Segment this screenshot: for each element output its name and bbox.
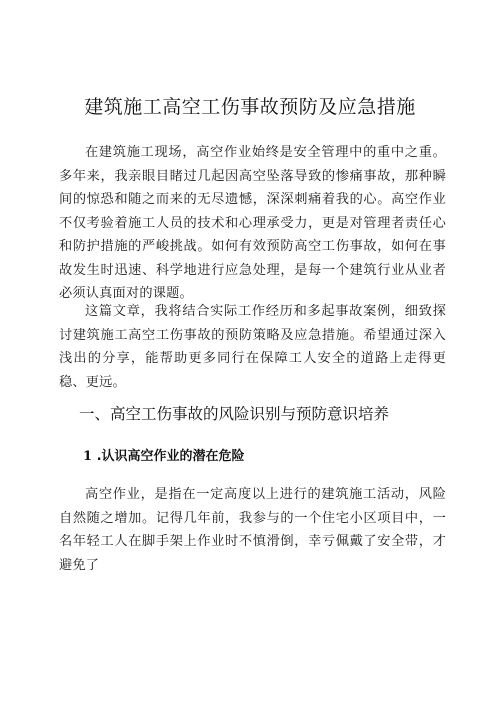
section-heading: 一、高空工伤事故的风险识别与预防意识培养 (79, 405, 390, 423)
subsection-heading (83, 447, 245, 467)
subsection-number: 1 (83, 449, 93, 464)
purpose-paragraph: 这篇文章，我将结合实际工作经历和多起事故案例，细致探讨建筑施工高空工伤事故的预防策略及应急措施。希望通过深入浅出的分享，能帮助更多同行在保障工人安全的道路上走得更稳、更远。 (59, 304, 446, 390)
intro-paragraph: 在建筑施工现场，高空作业始终是安全管理中的重中之重。多年来，我亲眼目睹过几起因高空坠落导致的惨痛事故，那种瞬间的惊恐和随之而来的无尽遗憾，深深刺痛着我的心。高空作业不仅考验着施工人员的技术和心理承受力，更是对管理者责任心和防护措施的严峻挑战。如何有效预防高空工伤事故，如何在事故发生时迅速、科学地进行应急处理，是每一个建筑行业从业者必须认真面对的课题。 (59, 145, 446, 301)
subsection-title: .认识高空作业的潜在危险 (96, 449, 245, 464)
document-title: 建筑施工高空工伤事故预防及应急措施 (84, 96, 416, 118)
body-paragraph: 高空作业，是指在一定高度以上进行的建筑施工活动，风险自然随之增加。记得几年前，我参与的一个住宅小区项目中，一名年轻工人在脚手架上作业时不慎滑倒，幸亏佩戴了安全带，才避免了 (59, 487, 446, 573)
